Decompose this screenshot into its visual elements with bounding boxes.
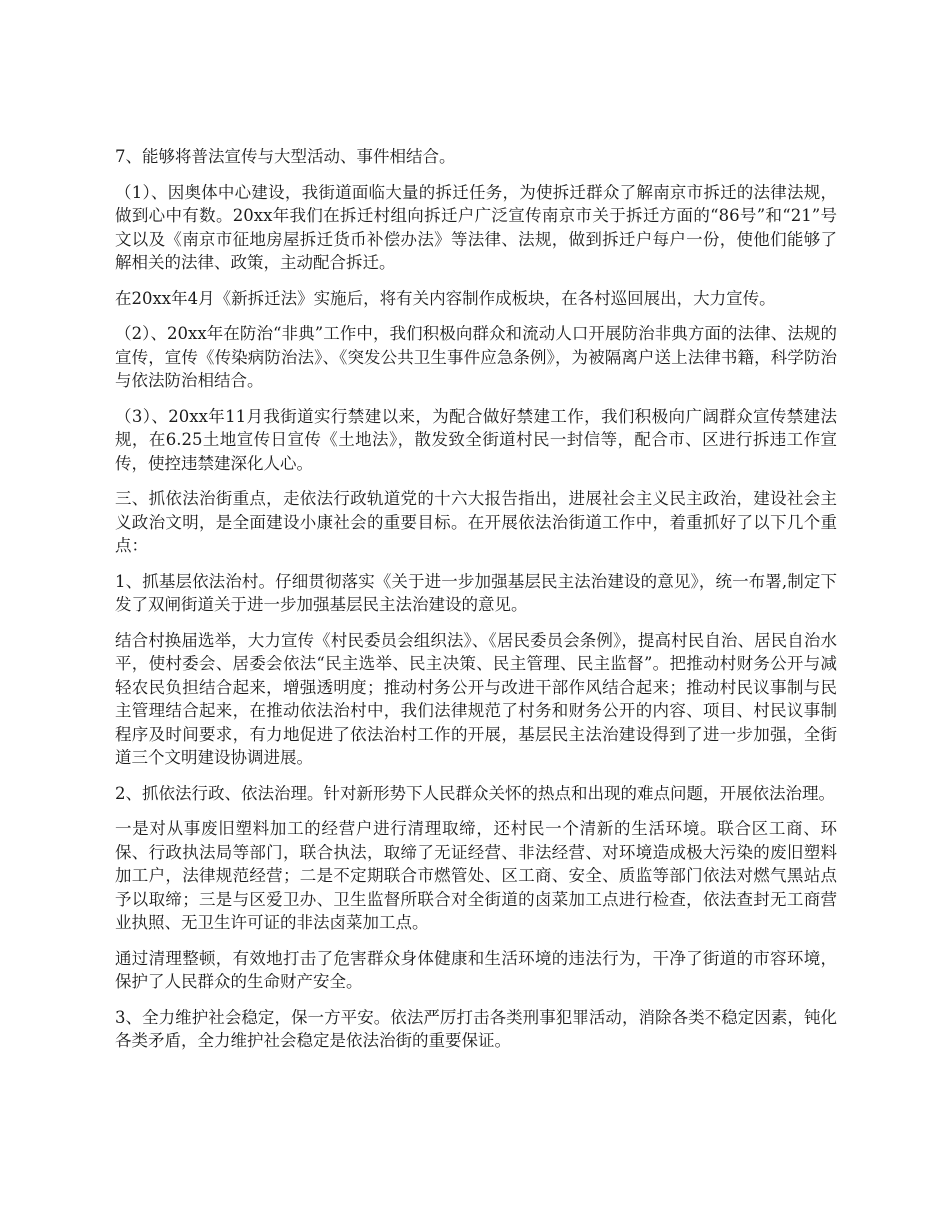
paragraph-3: 在20xx年4月《新拆迁法》实施后，将有关内容制作成板块，在各村巡回展出，大力宣传。 <box>115 288 776 308</box>
document-body <box>115 145 837 1065</box>
paragraph-11: 通过清理整顿，有效地打击了危害群众身体健康和生活环境的违法行为，干净了街道的市容环境，保护了人民群众的生命财产安全。 <box>115 948 837 991</box>
paragraph-9: 2、抓依法行政、依法治理。针对新形势下人民群众关怀的热点和出现的难点问题，开展依法治理。 <box>115 783 835 803</box>
paragraph-2: （1）、因奥体中心建设，我街道面临大量的拆迁任务，为使拆迁群众了解南京市拆迁的法律法规，做到心中有数。20xx年我们在拆迁村组向拆迁户广泛宣传南京市关于拆迁方面的“86号”和“21”号文以及《南京市征地房屋拆迁货币补偿办法》等法律、法规，做到拆迁户每户一份，使他们能够了解相关的法律、政策，主动配合拆迁。 <box>115 182 837 272</box>
paragraph-7: 1、抓基层依法治村。仔细贯彻落实《关于进一步加强基层民主法治建设的意见》，统一布署,制定下发了双闸街道关于进一步加强基层民主法治建设的意见。 <box>115 571 837 614</box>
paragraph-8: 结合村换届选举，大力宣传《村民委员会组织法》、《居民委员会条例》，提高村民自治、居民自治水平，使村委会、居委会依法“民主选举、民主决策、民主管理、民主监督”。把推动村财务公开与减轻农民负担结合起来，增强透明度；推动村务公开与改进干部作风结合起来；推动村民议事制与民主管理结合起来，在推动依法治村中，我们法律规范了村务和财务公开的内容、项目、村民议事制程序及时间要求，有力地促进了依法治村工作的开展，基层民主法治建设得到了进一步加强，全街道三个文明建设协调进展。 <box>115 630 837 767</box>
paragraph-6: 三、抓依法治街重点，走依法行政轨道党的十六大报告指出，进展社会主义民主政治，建设社会主义政治文明，是全面建设小康社会的重要目标。在开展依法治街道工作中，着重抓好了以下几个重点： <box>115 489 837 555</box>
paragraph-10: 一是对从事废旧塑料加工的经营户进行清理取缔，还村民一个清新的生活环境。联合区工商、环保、行政执法局等部门，联合执法，取缔了无证经营、非法经营、对环境造成极大污染的废旧塑料加工户，法律规范经营；二是不定期联合市燃管处、区工商、安全、质监等部门依法对燃气黑站点予以取缔；三是与区爱卫办、卫生监督所联合对全街道的卤菜加工点进行检查，依法查封无工商营业执照、无卫生许可证的非法卤菜加工点。 <box>115 819 837 932</box>
paragraph-1: 7、能够将普法宣传与大型活动、事件相结合。 <box>115 147 456 166</box>
paragraph-5: （3）、20xx年11月我街道实行禁建以来，为配合做好禁建工作，我们积极向广阔群众宣传禁建法规，在6.25土地宣传日宣传《土地法》，散发致全街道村民一封信等，配合市、区进行拆违工作宣传，使控违禁建深化人心。 <box>115 406 837 473</box>
paragraph-12: 3、全力维护社会稳定，保一方平安。依法严厉打击各类刑事犯罪活动，消除各类不稳定因素，钝化各类矛盾，全力维护社会稳定是依法治街的重要保证。 <box>115 1007 837 1050</box>
paragraph-4: （2）、20xx年在防治“非典”工作中，我们积极向群众和流动人口开展防治非典方面的法律、法规的宣传，宣传《传染病防治法》、《突发公共卫生事件应急条例》，为被隔离户送上法律书籍，科学防治与依法防治相结合。 <box>115 324 837 390</box>
